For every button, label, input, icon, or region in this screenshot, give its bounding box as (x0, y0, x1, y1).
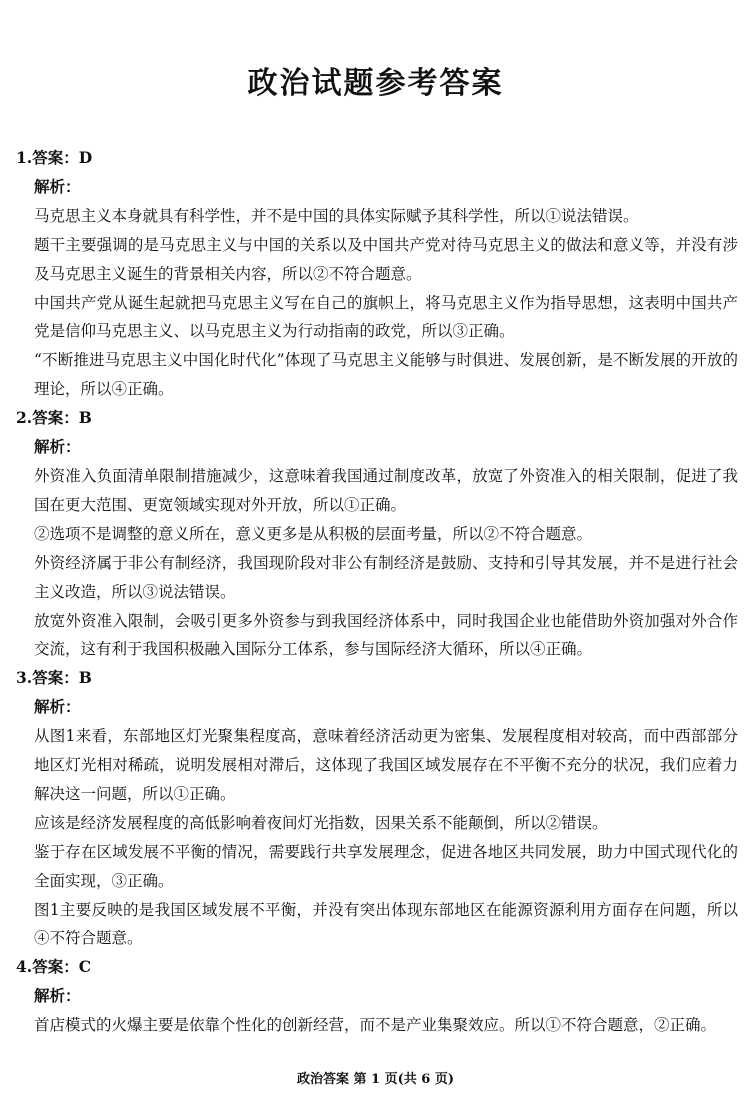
analysis-paragraph: 外资准入负面清单限制措施减少，这意味着我国通过制度改革，放宽了外资准入的相关限制，促进了我国在更大范围、更宽领域实现对外开放，所以①正确。 (34, 466, 738, 514)
analysis-label: 解析： (34, 437, 81, 457)
answer-label: 答案： (32, 957, 79, 977)
question-number: 3. (16, 668, 33, 688)
question-header (16, 664, 738, 693)
question-number: 1. (16, 148, 33, 167)
page-footer: 政治答案 第 1 页(共 6 页) (296, 1072, 455, 1087)
answer-label: 答案： (32, 408, 79, 428)
answer-value: D (78, 148, 93, 167)
question-2 (16, 404, 738, 664)
question-number: 2. (16, 408, 33, 428)
answer-value: C (78, 957, 92, 977)
answer-label: 答案： (32, 148, 79, 167)
analysis-paragraph: 外资经济属于非公有制经济，我国现阶段对非公有制经济是鼓励、支持和引导其发展，并不是进行社会主义改造，所以③说法错误。 (34, 553, 738, 601)
analysis-label: 解析： (34, 697, 81, 717)
analysis-paragraph: 马克思主义本身就具有科学性，并不是中国的具体实际赋予其科学性，所以①说法错误。 (34, 206, 639, 225)
analysis-paragraph: 放宽外资准入限制，会吸引更多外资参与到我国经济体系中，同时我国企业也能借助外资加强对外合作交流，这有利于我国积极融入国际分工体系，参与国际经济大循环，所以④正确。 (34, 611, 738, 659)
analysis-label: 解析： (34, 986, 81, 1006)
question-4 (16, 953, 738, 1040)
analysis-paragraph: 应该是经济发展程度的高低影响着夜间灯光指数，因果关系不能颠倒，所以②错误。 (34, 813, 608, 832)
analysis-paragraph: 中国共产党从诞生起就把马克思主义写在自己的旗帜上，将马克思主义作为指导思想，这表明中国共产党是信仰马克思主义、以马克思主义为行动指南的政党，所以③正确。 (34, 293, 738, 341)
analysis-label: 解析： (34, 176, 81, 196)
question-3 (16, 664, 738, 953)
answer-value: B (78, 668, 92, 688)
analysis-paragraph: “不断推进马克思主义中国化时代化”体现了马克思主义能够与时俱进、发展创新，是不断发展的开放的理论，所以④正确。 (34, 351, 738, 399)
question-header (16, 953, 738, 982)
answer-value: B (78, 408, 92, 428)
analysis-paragraph: 鉴于存在区域发展不平衡的情况，需要践行共享发展理念，促进各地区共同发展，助力中国式现代化的全面实现，③正确。 (34, 842, 738, 890)
analysis-paragraph: ②选项不是调整的意义所在，意义更多是从积极的层面考量，所以②不符合题意。 (34, 524, 593, 543)
answer-label: 答案： (32, 668, 79, 688)
question-header (16, 144, 738, 173)
answer-content (16, 144, 738, 1040)
analysis-paragraph: 图1主要反映的是我国区域发展不平衡，并没有突出体现东部地区在能源资源利用方面存在问题，所以④不符合题意。 (34, 900, 738, 948)
question-header (16, 404, 738, 433)
analysis-paragraph: 题干主要强调的是马克思主义与中国的关系以及中国共产党对待马克思主义的做法和意义等，并没有涉及马克思主义诞生的背景相关内容，所以②不符合题意。 (34, 235, 738, 283)
page-title: 政治试题参考答案 (247, 66, 504, 101)
question-number: 4. (16, 957, 33, 977)
question-1 (16, 144, 738, 404)
analysis-paragraph: 首店模式的火爆主要是依靠个性化的创新经营，而不是产业集聚效应。所以①不符合题意，②正确。 (34, 1016, 717, 1035)
analysis-paragraph: 从图1来看，东部地区灯光聚集程度高，意味着经济活动更为密集、发展程度相对较高，而中西部部分地区灯光相对稀疏，说明发展相对滞后，这体现了我国区域发展存在不平衡不充分的状况，我们应着力解决这一问题，所以①正确。 (34, 727, 738, 803)
